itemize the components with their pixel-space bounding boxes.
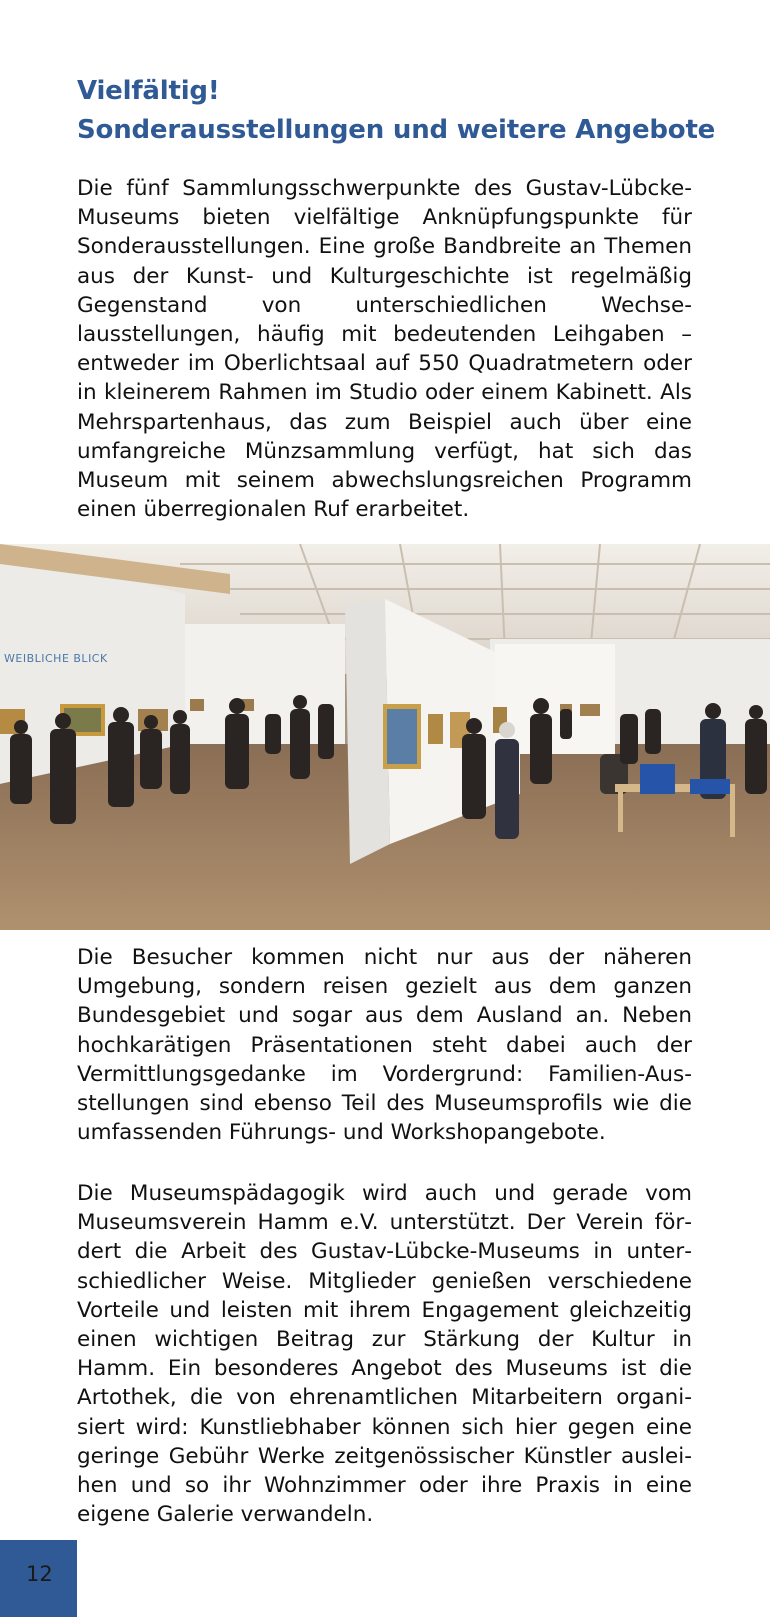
paragraph-museum-education: Die Museumspädagogik wird auch und gerade vom Museumsverein Hamm e.V. unterstützt. Der Verein fördert die Arbeit des Gustav-Lübcke-Museums in unterschiedlicher Weise. Mitglieder genießen verschiedene Vorteile und leisten mit ihrem Engagement gleichzeitig einen wichtigen Beitrag zur Stärkung der Kultur in Hamm. Ein besonderes Angebot des Museums ist die Artothek, die von ehrenamtlichen Mitarbeitern organisiert wird: Kunstliebhaber können sich hier gegen eine geringe Gebühr Werke zeitgenössischer Künstler ausleihen und so ihr Wohnzimmer oder ihre Praxis in eine eigene Galerie verwandeln. (77, 1181, 692, 1528)
wall-text: WEIBLICHE BLICK (4, 652, 108, 665)
page-title (77, 72, 717, 150)
exhibition-photo (0, 544, 770, 930)
title-line-1: Vielfältig! (77, 76, 220, 106)
page-number: 12 (26, 1562, 53, 1586)
paragraph-visitors: Die Besucher kommen nicht nur aus der näheren Umgebung, sondern reisen gezielt aus dem ganzen Bundesgebiet und sogar aus dem Ausland an. Neben hochkarätigen Präsentationen steht dabei auch der Vermittlungsgedanke im Vordergrund: Familien-Ausstellungen sind ebenso Teil des Museumsprofils wie die umfassenden Führungs- und Workshopangebote. (77, 945, 692, 1146)
title-line-2: Sonderausstellungen und weitere Angebote (77, 115, 716, 145)
paragraph-intro: Die fünf Sammlungsschwerpunkte des Gustav-Lübcke-Museums bieten vielfältige Anknüpfungspunkte für Sonderausstellungen. Eine große Bandbreite an Themen aus der Kunst- und Kulturgeschichte ist regelmäßig Gegenstand von unterschiedlichen Wechselausstellungen, häufig mit bedeutenden Leihgaben – entweder im Oberlichtsaal auf 550 Quadratmetern oder in kleinerem Rahmen im Studio oder einem Kabinett. Als Mehrspartenhaus, das zum Beispiel auch über eine umfangreiche Münzsammlung verfügt, hat sich das Museum mit seinem abwechslungsreichen Programm einen überregionalen Ruf erarbeitet. (77, 176, 692, 523)
